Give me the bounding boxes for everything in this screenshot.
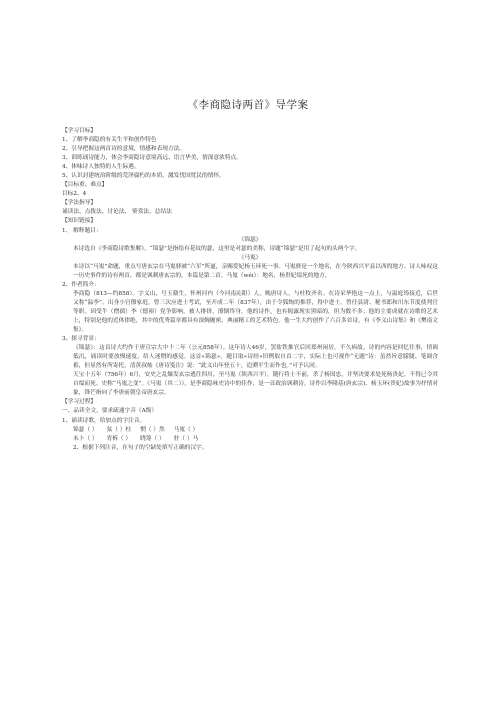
- text-line: 目标2、4: [62, 191, 87, 198]
- body-lines: [62, 127, 438, 426]
- pinyin-item: 未卜（ ）: [73, 435, 98, 442]
- pinyin-item: 晓筹（ ）: [140, 435, 165, 442]
- text-line: 1、了解李商隐的有关生平和创作特色: [62, 137, 157, 144]
- text-line: 【学习目标】: [62, 128, 97, 134]
- text-line: 一、品读全文，要求疏通字音（A级）: [62, 408, 158, 415]
- exercise-line: 2、根据下列注音，在句子的空缺处填写正确的汉字。: [73, 444, 208, 451]
- text-line: 【学习过程】: [62, 399, 97, 406]
- text-line: 1、诵读诗歌，给加点的字注音。: [62, 417, 146, 424]
- text-line: 本诗以“马嵬”命题，重点写唐玄宗在马嵬驿被“六军”所逼，亲赐爱妃杨玉环死一事。马嵬驿是一个地名，在今陕西兴平县以西的地方。诗人咏叹这一历史事件的诗有两首，都是讽刺唐玄宗的，本篇是第二首。马嵬（wéi）：地名，杨贵妃缢死的地方。: [73, 263, 438, 279]
- text-line: 【知识链接】: [62, 218, 97, 225]
- pinyin-item: 锦瑟（ ）: [73, 426, 98, 433]
- text-line: 《锦瑟》：这首诗大约作于唐宣宗大中十二年（公元858年）。这年诗人46岁，罢盐铁推官后回郑州闲居，不久病故。诗的内容是回忆往事，情调低沉，诵读时要放慢速度，给人迷惘的感觉。这首«锦瑟»，题目取«诗经»旧例取自首二字，实际上也可视作“无题”诗：虽然旨意朦胧、笔调含蓄，但显然有所寄托。清黄叔灿《唐诗笺注》说：“此义山年登五十，追溯平生而作也。”可予认同。: [73, 345, 438, 370]
- pinyin-item: 弦（ ）柱: [106, 426, 132, 433]
- pinyin-item: 驻（ ）马: [173, 435, 199, 442]
- text-line: 5、认识封建统治阶级的荒淫腐朽的本质，激发忧国忧民的情怀。: [62, 173, 225, 180]
- pinyin-item: 惘（ ）然: [140, 426, 165, 433]
- text-line: 1、 解释题目：: [62, 227, 102, 234]
- text-line: 李商隐（813—约858）。字义山，号玉谿生，怀州河内（今河南沁阳）人，晚唐诗人，与杜牧齐名。在诗采华艳这一点上，与温庭筠接近，后世又称“温李”。出身小官僚家庭。曾三次应进士考试，至开成二年（837年），由于令狐绹的推荐，得中进士。曾任县尉、秘书郎和川东节度使判官等职。因受牛（僧孺）李（德裕）党争影响，被人排挤，潦倒终身。他的诗作，也有揭露现实黑暗的，但为数不多；他的主要成就在诗歌的艺术上，特别是他的近体律绝，其中的优秀篇章都具有深婉缠密、典丽精工的艺术特色。他一生大约创作了六百多首诗，有《李义山诗集》和《樊南文集》。: [73, 290, 438, 334]
- text-line: 诵读法、点拨法、讨论法、 鉴赏法、总结法: [62, 209, 172, 216]
- text-line: 3、探寻背景：: [62, 336, 100, 343]
- text-line: 《锦瑟》: [238, 236, 262, 243]
- pinyin-item: 马嵬（ ）: [173, 426, 199, 433]
- text-line: 【目标重、难点】: [62, 182, 108, 189]
- pinyin-row: [62, 426, 438, 435]
- document-title: 《李商隐诗两首》导学案: [187, 99, 309, 111]
- text-line: 《马嵬》: [238, 254, 262, 261]
- text-line: 4、体味诗人独特的人生际遇。: [62, 164, 140, 171]
- text-line: 天宝十五年（756年）6月，安史之乱爆发玄宗逃往四川，至马嵬（陕西兴平），随行将士不前，杀了杨国忠，并坚决要求处死杨贵妃。不得已令其自缢而死。史称“马嵬之变”。《马嵬（其二）》，是李商隐咏史诗中的佳作，是一首政治讽刺诗。诗作以李隆基(唐玄宗)、杨玉环(贵妃)故事为抒情对象，锋芒指向了李唐前朝皇帝唐玄宗。: [73, 372, 438, 397]
- text-line: 【学法指导】: [62, 200, 97, 207]
- text-line: 本诗选自《李商隐诗歌集解》。“锦瑟”是指绘有花纹的瑟，这里是对瑟的美称，诗题“锦瑟”是用了起句的头两个字。: [73, 245, 361, 252]
- text-line: 2、引导把握这两首诗的意境，情感和表现方法。: [62, 146, 186, 153]
- pinyin-item: 宵柝（ ）: [106, 435, 132, 442]
- document-body: [62, 127, 438, 453]
- text-line: 3、训练诵诗能力，体会李商隐诗意境高远、语言华美、情深意浓特点。: [62, 155, 242, 162]
- pinyin-exercise: [62, 426, 438, 444]
- text-line: 2、作者简介：: [62, 281, 100, 288]
- pinyin-row: [62, 435, 438, 444]
